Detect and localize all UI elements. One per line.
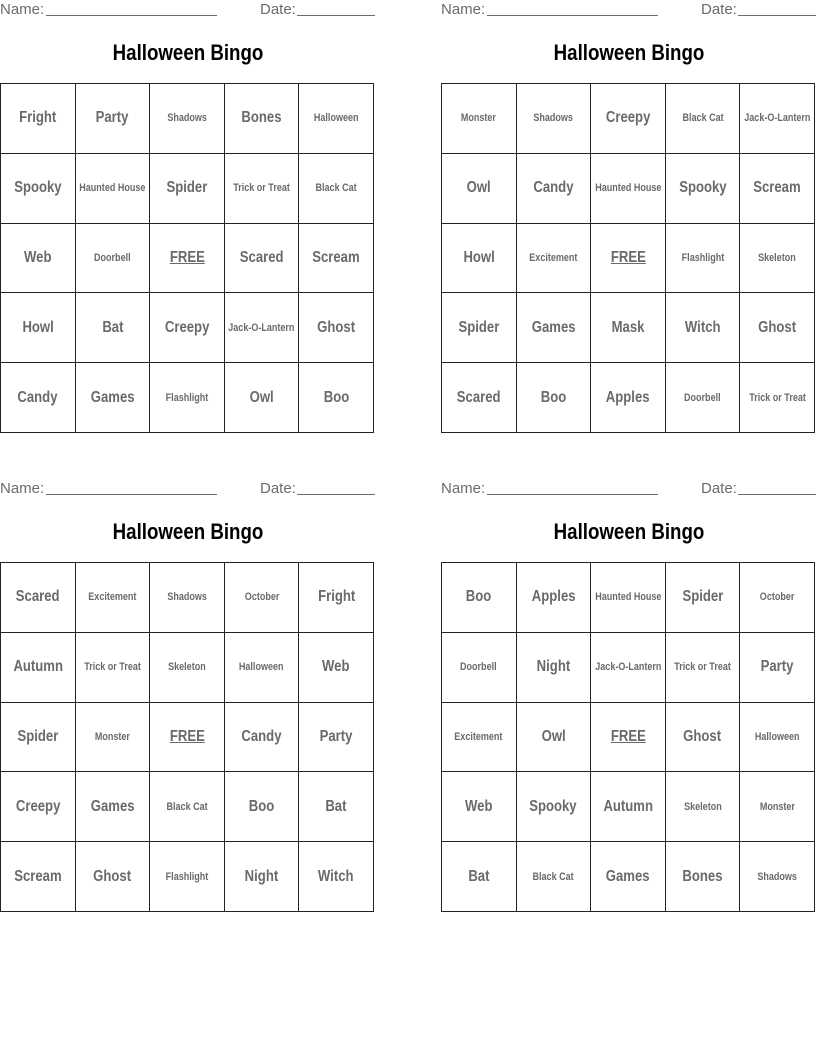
- date-label: Date:: [701, 1, 737, 18]
- bingo-cell-label: Ghost: [683, 727, 722, 745]
- date-label: Date:: [260, 480, 296, 497]
- bingo-cell: [225, 363, 300, 433]
- name-label: Name:: [441, 480, 486, 497]
- name-line: [46, 15, 217, 16]
- bingo-cell: [299, 293, 374, 363]
- bingo-cell-label: Apples: [606, 388, 650, 406]
- bingo-cell-label: Doorbell: [460, 661, 498, 674]
- bingo-cell: [299, 703, 374, 773]
- bingo-cell-label: Trick or Treat: [674, 661, 731, 674]
- bingo-cell-label: FREE: [610, 248, 646, 266]
- bingo-cell-label: Flashlight: [681, 251, 724, 264]
- bingo-cell: [150, 842, 225, 912]
- bingo-cell-label: Bat: [325, 797, 347, 815]
- bingo-cell-label: Flashlight: [165, 870, 209, 883]
- bingo-cell-label: Black Cat: [166, 800, 208, 813]
- bingo-cell: [1, 363, 76, 433]
- bingo-cell: [740, 633, 815, 703]
- bingo-cell: [517, 224, 592, 294]
- bingo-cell-label: Boo: [248, 797, 275, 815]
- bingo-cell: [299, 84, 374, 154]
- bingo-cell: [740, 842, 815, 912]
- bingo-cell-label: Skeleton: [683, 800, 722, 813]
- bingo-cell-label: Games: [90, 797, 135, 815]
- bingo-cell: [740, 84, 815, 154]
- bingo-cell-label: Web: [322, 658, 350, 676]
- bingo-cell: [76, 772, 151, 842]
- date-line: [297, 15, 375, 16]
- name-label: Name:: [0, 480, 45, 497]
- bingo-cell: [517, 842, 592, 912]
- bingo-cell-label: October: [244, 591, 279, 604]
- bingo-cell-label: Monster: [759, 800, 795, 813]
- bingo-card-4: [441, 479, 816, 885]
- bingo-cell-label: Excitement: [529, 251, 578, 264]
- bingo-cell: [299, 154, 374, 224]
- bingo-cell: [1, 772, 76, 842]
- bingo-cell-label: Spider: [166, 179, 208, 197]
- bingo-cell: [591, 293, 666, 363]
- bingo-cell-label: Flashlight: [165, 391, 209, 404]
- bingo-cell-label: Spider: [458, 318, 500, 336]
- free-space-cell: [150, 224, 225, 294]
- bingo-cell: [517, 563, 592, 633]
- bingo-cell: [740, 154, 815, 224]
- bingo-cell: [76, 563, 151, 633]
- bingo-cell-label: Night: [244, 867, 279, 885]
- bingo-cell-label: Doorbell: [684, 391, 721, 404]
- bingo-cell: [517, 154, 592, 224]
- bingo-cell: [591, 84, 666, 154]
- bingo-cell-label: Autumn: [603, 797, 653, 815]
- bingo-cell-label: Owl: [466, 179, 491, 197]
- bingo-cell: [76, 224, 151, 294]
- bingo-cell: [591, 363, 666, 433]
- bingo-cell: [666, 563, 741, 633]
- bingo-cell: [76, 293, 151, 363]
- bingo-cell: [299, 363, 374, 433]
- bingo-cell-label: Trick or Treat: [748, 391, 806, 404]
- bingo-cell-label: Scared: [456, 388, 501, 406]
- bingo-cell-label: Howl: [22, 318, 54, 336]
- bingo-cell-label: Spooky: [14, 179, 62, 197]
- bingo-cell-label: Witch: [684, 318, 721, 336]
- bingo-cell-label: Black Cat: [532, 870, 574, 883]
- bingo-cell: [517, 293, 592, 363]
- date-line: [738, 15, 816, 16]
- bingo-cell-label: Creepy: [605, 109, 651, 127]
- bingo-cell-label: Autumn: [13, 658, 63, 676]
- bingo-cell: [1, 842, 76, 912]
- bingo-cell-label: Halloween: [313, 112, 359, 125]
- name-label: Name:: [0, 1, 45, 18]
- bingo-cell-label: Scream: [14, 867, 62, 885]
- bingo-cell-label: Scared: [239, 248, 284, 266]
- bingo-cell: [442, 563, 517, 633]
- bingo-cell: [740, 363, 815, 433]
- bingo-cell-label: Doorbell: [94, 251, 131, 264]
- bingo-cell: [150, 563, 225, 633]
- free-space-cell: [150, 703, 225, 773]
- bingo-cell: [517, 703, 592, 773]
- name-label: Name:: [441, 1, 486, 18]
- bingo-cell: [517, 772, 592, 842]
- bingo-cell-label: Creepy: [164, 318, 210, 336]
- bingo-cell-label: Night: [536, 658, 571, 676]
- bingo-cell-label: Games: [606, 867, 650, 885]
- bingo-cell: [225, 84, 300, 154]
- bingo-cell: [1, 563, 76, 633]
- bingo-cell-label: Ghost: [317, 318, 356, 336]
- bingo-cell: [299, 633, 374, 703]
- bingo-cell-label: Black Cat: [315, 182, 357, 195]
- bingo-cell-label: Bones: [241, 109, 282, 127]
- bingo-cell: [666, 703, 741, 773]
- bingo-cell: [740, 703, 815, 773]
- bingo-cell: [1, 293, 76, 363]
- bingo-cell-label: Jack-O-Lantern: [744, 112, 811, 125]
- bingo-cell: [150, 363, 225, 433]
- bingo-cell-label: Witch: [318, 867, 354, 885]
- bingo-cell: [150, 84, 225, 154]
- bingo-cell-label: Skeleton: [758, 251, 796, 264]
- bingo-cell: [517, 633, 592, 703]
- bingo-card-1: [0, 0, 376, 406]
- bingo-cell-label: FREE: [169, 248, 205, 266]
- bingo-cell-label: Fright: [317, 588, 355, 606]
- bingo-cell: [442, 363, 517, 433]
- bingo-cell-label: Owl: [541, 727, 566, 745]
- bingo-cell: [150, 293, 225, 363]
- bingo-cell: [442, 703, 517, 773]
- bingo-cell: [442, 84, 517, 154]
- bingo-cell: [666, 224, 741, 294]
- bingo-cell-label: Candy: [241, 727, 282, 745]
- bingo-cell: [517, 84, 592, 154]
- bingo-cell: [299, 842, 374, 912]
- bingo-cell: [740, 563, 815, 633]
- bingo-cell: [1, 633, 76, 703]
- bingo-grid: [0, 83, 374, 433]
- bingo-cell: [225, 842, 300, 912]
- bingo-cell: [76, 363, 151, 433]
- date-line: [297, 494, 375, 495]
- bingo-cell: [225, 772, 300, 842]
- name-line: [487, 15, 658, 16]
- bingo-cell-label: Creepy: [15, 797, 61, 815]
- bingo-cell: [666, 84, 741, 154]
- bingo-card-3: [0, 479, 376, 885]
- bingo-cell-label: FREE: [610, 727, 646, 745]
- bingo-cell-label: Boo: [466, 588, 492, 606]
- bingo-cell-label: Monster: [461, 112, 497, 125]
- bingo-cell: [517, 363, 592, 433]
- bingo-cell-label: Spooky: [529, 797, 578, 815]
- bingo-cell-label: Spider: [17, 727, 59, 745]
- date-label: Date:: [260, 1, 296, 18]
- bingo-cell: [225, 703, 300, 773]
- bingo-cell: [442, 772, 517, 842]
- bingo-cell: [299, 772, 374, 842]
- card-header: [441, 0, 816, 22]
- bingo-cell: [666, 293, 741, 363]
- bingo-cell: [225, 563, 300, 633]
- bingo-cell-label: Haunted House: [79, 182, 146, 195]
- bingo-cell-label: Party: [319, 727, 353, 745]
- bingo-cell-label: Candy: [533, 179, 574, 197]
- bingo-grid: [441, 562, 815, 912]
- card-header: [0, 0, 376, 22]
- bingo-cell-label: Jack-O-Lantern: [228, 321, 295, 334]
- bingo-cell: [591, 772, 666, 842]
- bingo-cell: [150, 633, 225, 703]
- bingo-cell: [150, 154, 225, 224]
- bingo-cell: [225, 154, 300, 224]
- bingo-cell-label: Excitement: [454, 730, 503, 743]
- bingo-cell: [442, 293, 517, 363]
- bingo-cell-label: Trick or Treat: [84, 661, 141, 674]
- bingo-cell: [150, 772, 225, 842]
- bingo-cell-label: Excitement: [88, 591, 137, 604]
- bingo-cell-label: Boo: [540, 388, 567, 406]
- bingo-cell-label: Scared: [15, 588, 60, 606]
- bingo-cell-label: Games: [90, 388, 135, 406]
- bingo-cell: [76, 154, 151, 224]
- bingo-cell-label: Monster: [94, 730, 130, 743]
- bingo-cell-label: Games: [531, 318, 576, 336]
- bingo-cell-label: Ghost: [758, 318, 797, 336]
- bingo-cell: [666, 772, 741, 842]
- bingo-cell-label: Spider: [682, 588, 724, 606]
- card-title: Halloween Bingo: [112, 40, 264, 65]
- bingo-cell-label: Scream: [753, 179, 801, 197]
- bingo-cell: [1, 84, 76, 154]
- bingo-grid: [441, 83, 815, 433]
- bingo-cell: [442, 633, 517, 703]
- bingo-cell-label: Candy: [17, 388, 58, 406]
- bingo-cell: [76, 84, 151, 154]
- card-header: [0, 479, 376, 501]
- bingo-cell: [591, 633, 666, 703]
- bingo-cell-label: Fright: [19, 109, 57, 127]
- bingo-cell: [666, 842, 741, 912]
- bingo-cell: [666, 363, 741, 433]
- bingo-cell-label: Bat: [468, 867, 490, 885]
- name-line: [46, 494, 217, 495]
- bingo-cell: [740, 224, 815, 294]
- bingo-cell: [76, 842, 151, 912]
- bingo-cell-label: Apples: [531, 588, 576, 606]
- bingo-cell-label: October: [759, 591, 795, 604]
- bingo-cell-label: Shadows: [167, 591, 207, 604]
- free-space-cell: [591, 224, 666, 294]
- bingo-cell-label: Scream: [312, 248, 360, 266]
- card-title: Halloween Bingo: [553, 519, 705, 544]
- bingo-card-2: [441, 0, 816, 406]
- bingo-cell: [442, 154, 517, 224]
- bingo-cell-label: Skeleton: [168, 661, 206, 674]
- bingo-cell-label: Haunted House: [594, 182, 662, 195]
- bingo-cell: [299, 224, 374, 294]
- bingo-cell: [1, 154, 76, 224]
- bingo-cell: [666, 633, 741, 703]
- bingo-cell: [299, 563, 374, 633]
- bingo-cell-label: Howl: [463, 248, 495, 266]
- bingo-cell-label: Spooky: [678, 179, 727, 197]
- bingo-cell-label: Mask: [611, 318, 645, 336]
- bingo-cell-label: Web: [465, 797, 493, 815]
- bingo-cell-label: Party: [95, 109, 129, 127]
- card-title: Halloween Bingo: [112, 519, 264, 544]
- bingo-cell: [225, 293, 300, 363]
- bingo-cell-label: Trick or Treat: [233, 182, 290, 195]
- bingo-cell-label: Haunted House: [594, 591, 662, 604]
- bingo-cell: [1, 703, 76, 773]
- bingo-cell: [442, 224, 517, 294]
- bingo-cell-label: Bones: [682, 867, 723, 885]
- date-label: Date:: [701, 480, 737, 497]
- bingo-cell-label: Owl: [249, 388, 274, 406]
- bingo-cell-label: Halloween: [754, 730, 800, 743]
- bingo-cell-label: Party: [760, 658, 794, 676]
- bingo-cell-label: Ghost: [93, 867, 132, 885]
- bingo-cell: [591, 842, 666, 912]
- bingo-cell-label: Shadows: [533, 112, 574, 125]
- bingo-cell: [740, 772, 815, 842]
- card-header: [441, 479, 816, 501]
- bingo-cell: [740, 293, 815, 363]
- bingo-cell-label: Jack-O-Lantern: [594, 661, 662, 674]
- bingo-cell: [442, 842, 517, 912]
- bingo-cell-label: Shadows: [757, 870, 797, 883]
- bingo-grid: [0, 562, 374, 912]
- bingo-cell: [591, 563, 666, 633]
- bingo-cell-label: Boo: [323, 388, 349, 406]
- bingo-cell: [225, 633, 300, 703]
- card-title: Halloween Bingo: [553, 40, 705, 65]
- bingo-cell-label: Halloween: [239, 661, 284, 674]
- bingo-cell: [666, 154, 741, 224]
- bingo-cell-label: Bat: [101, 318, 123, 336]
- free-space-cell: [591, 703, 666, 773]
- date-line: [738, 494, 816, 495]
- bingo-cell: [225, 224, 300, 294]
- bingo-cell-label: Web: [24, 248, 52, 266]
- bingo-cell: [591, 154, 666, 224]
- bingo-cell: [76, 633, 151, 703]
- bingo-cell: [1, 224, 76, 294]
- bingo-cell-label: FREE: [169, 727, 205, 745]
- bingo-cell-label: Black Cat: [682, 112, 724, 125]
- bingo-cell-label: Shadows: [167, 112, 207, 125]
- name-line: [487, 494, 658, 495]
- bingo-cell: [76, 703, 151, 773]
